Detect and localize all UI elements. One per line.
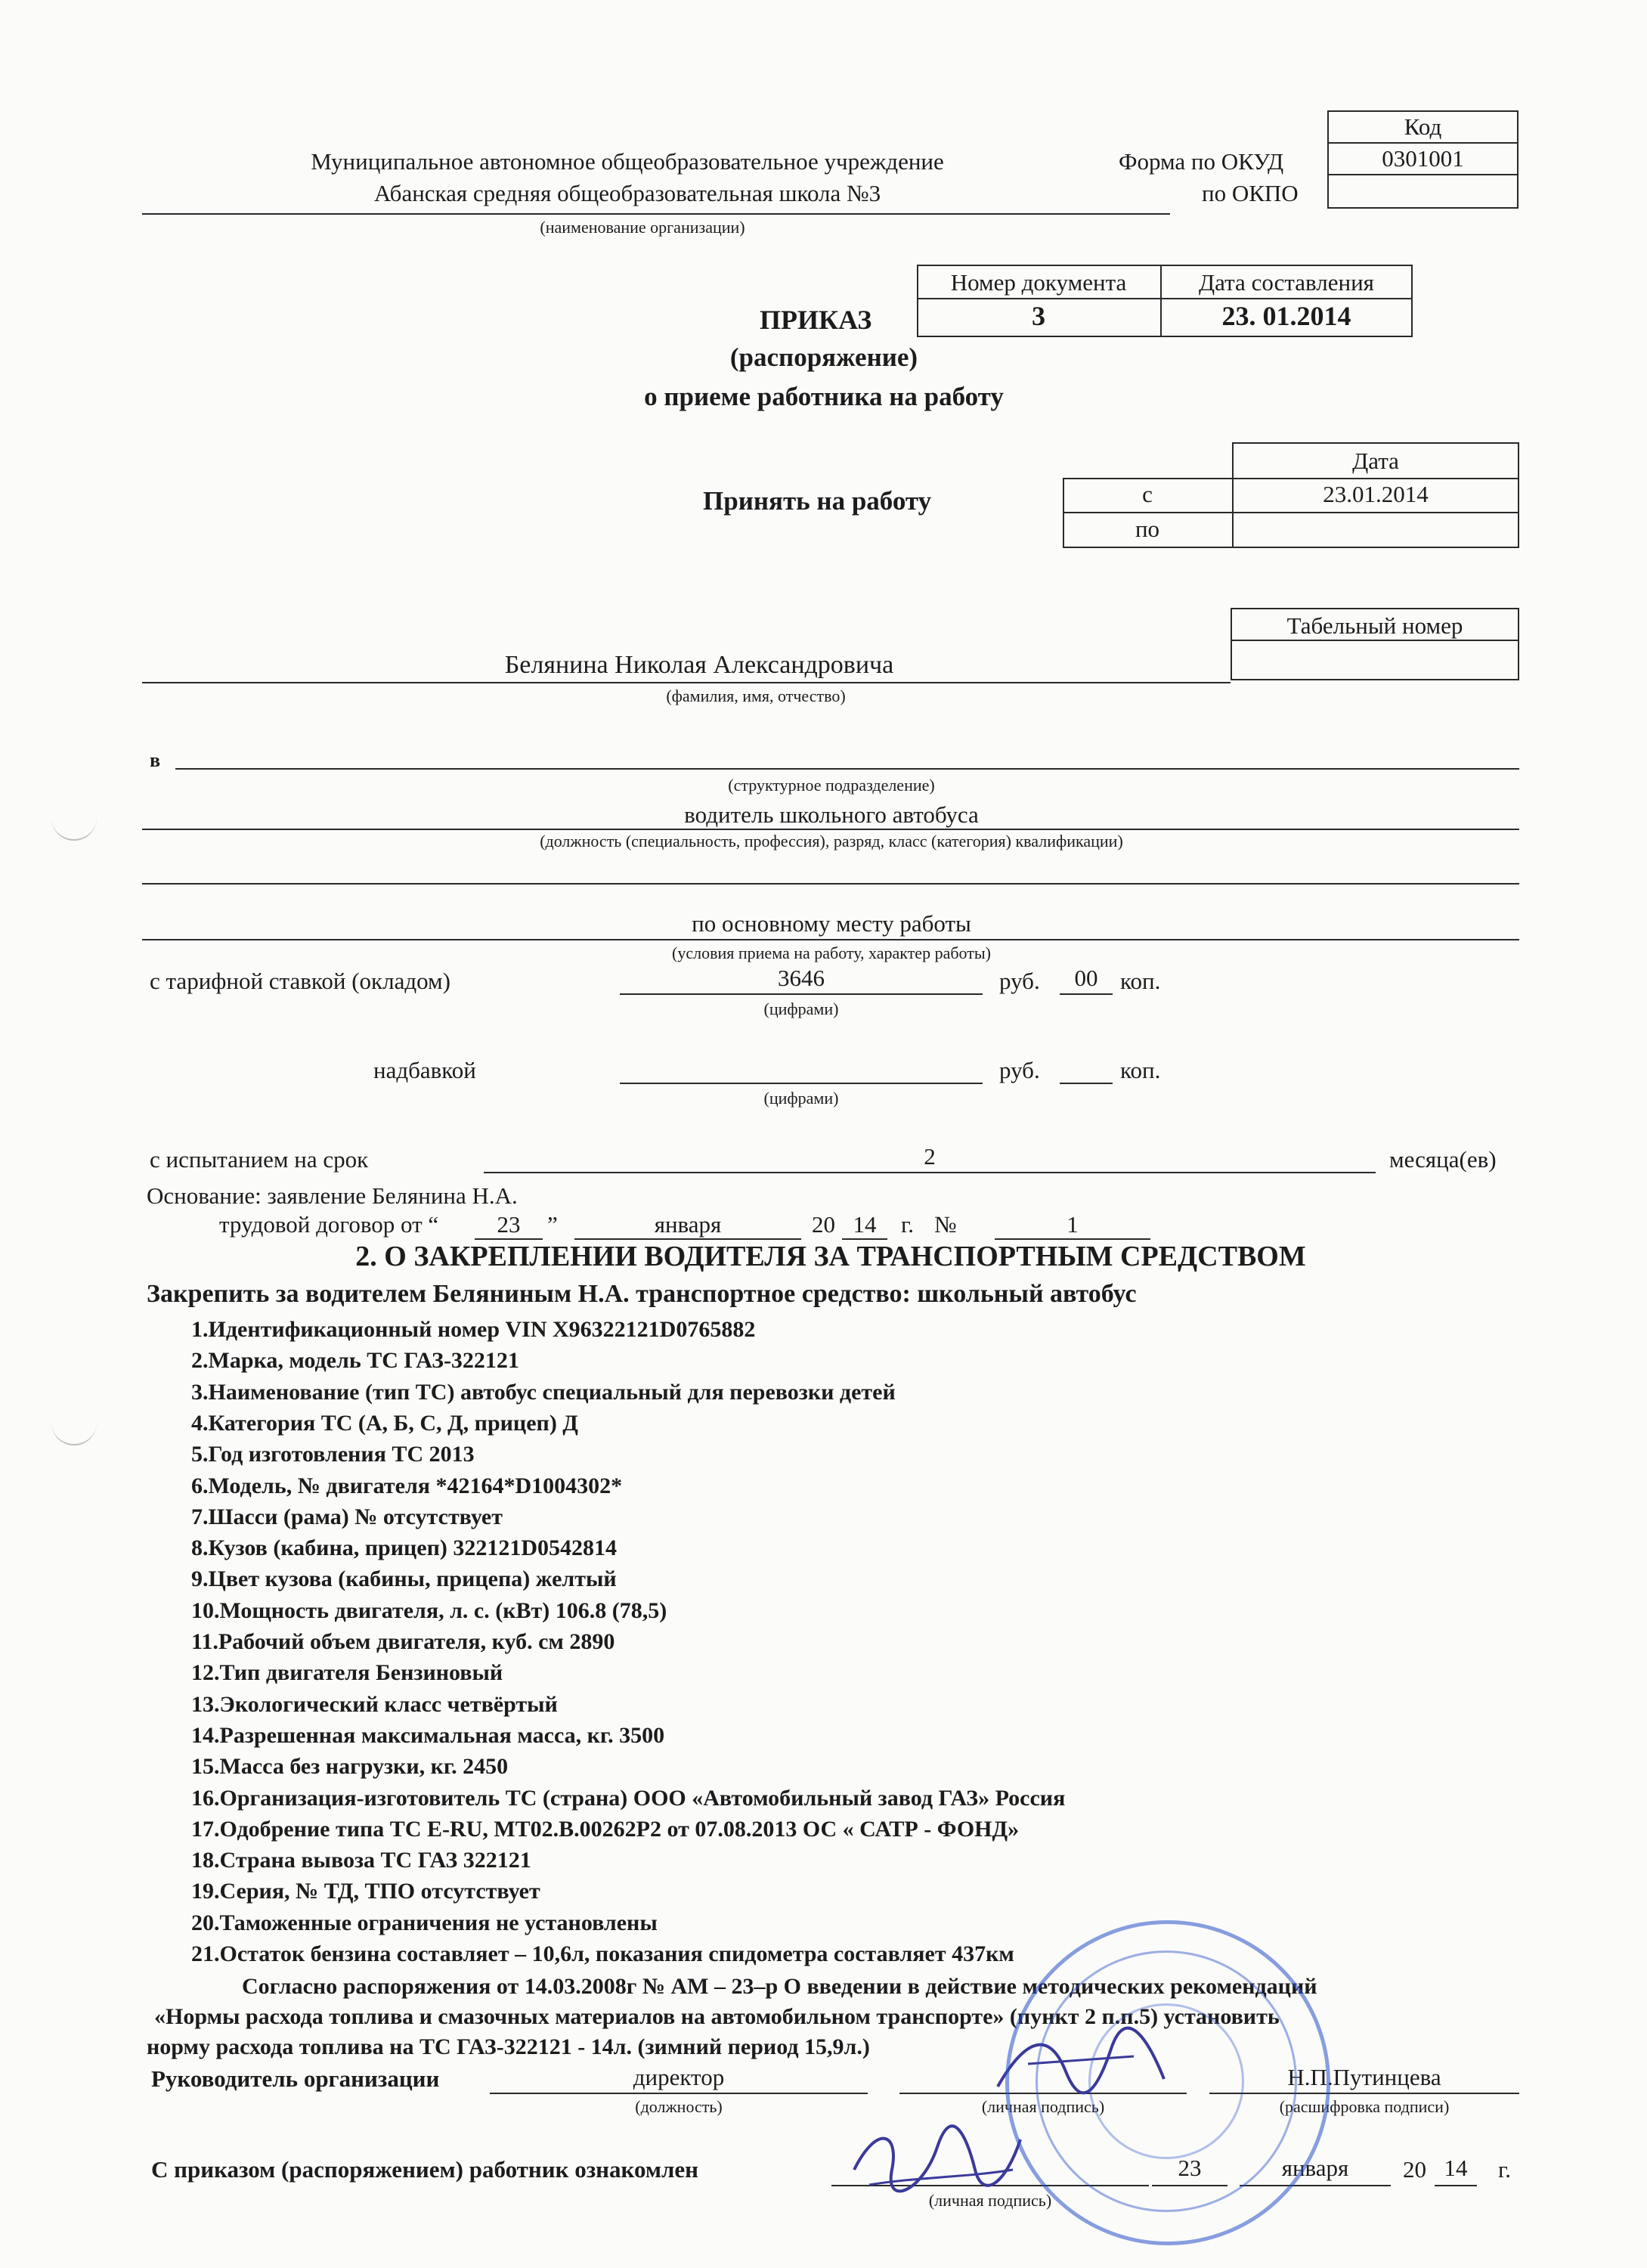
conditions-caption: (условия приема на работу, характер работы) <box>672 943 991 962</box>
org-caption: (наименование организации) <box>540 218 745 237</box>
bonus-label: надбавкой <box>373 1057 476 1083</box>
hire-box-divider <box>1063 512 1519 513</box>
punch-hole <box>51 1414 97 1445</box>
section2-intro: Закрепить за водителем Беляниным Н.А. транспортное средство: школьный автобус <box>147 1280 1137 1308</box>
doc-subject: о приеме работника на работу <box>644 382 1004 411</box>
probation-unit: месяца(ев) <box>1389 1146 1497 1173</box>
doc-date-label: Дата составления <box>1199 269 1374 296</box>
doc-subtitle: (распоряжение) <box>729 342 918 372</box>
doc-date: 23. 01.2014 <box>1221 301 1351 331</box>
bonus-kop-line <box>1060 1083 1113 1084</box>
hire-label: Принять на работу <box>703 486 932 516</box>
sign-caption: (личная подпись) <box>981 2097 1105 2116</box>
work-conditions: по основному месту работы <box>692 910 971 937</box>
bonus-kop-label: коп. <box>1120 1057 1161 1083</box>
code-box-divider <box>1327 174 1519 175</box>
vehicle-detail-item: 12.Тип двигателя Бензиновый <box>191 1660 503 1686</box>
conditions-line <box>142 939 1519 940</box>
employee-name-caption: (фамилия, имя, отчество) <box>666 686 846 705</box>
employee-signature <box>839 2117 1036 2208</box>
bonus-digits-caption: (цифрами) <box>763 1089 839 1108</box>
org-name-2: Абанская средняя общеобразовательная школа №3 <box>373 180 881 206</box>
position-caption: (должность (специальность, профессия), разряд, класс (категория) квалификации) <box>540 832 1123 850</box>
bonus-rub-label: руб. <box>999 1057 1040 1083</box>
vehicle-detail-item: 8.Кузов (кабина, прицеп) 322121D0542814 <box>191 1535 618 1561</box>
head-label: Руководитель организации <box>151 2065 440 2092</box>
rate-label: с тарифной ставкой (окладом) <box>150 968 450 994</box>
vehicle-detail-item: 10.Мощность двигателя, л. с. (кВт) 106.8 (78,5) <box>191 1597 667 1623</box>
decode-caption: (расшифровка подписи) <box>1279 2097 1450 2116</box>
kop-label: коп. <box>1120 968 1161 994</box>
rate-value: 3646 <box>778 965 825 991</box>
vehicle-detail-item: 6.Модель, № двигателя *42164*D1004302* <box>191 1473 623 1498</box>
org-line <box>142 213 1170 215</box>
vehicle-detail-item: 20.Таможенные ограничения не установлены <box>191 1910 658 1935</box>
probation-value: 2 <box>924 1143 936 1170</box>
vehicle-detail-item: 7.Шасси (рама) № отсутствует <box>191 1504 503 1529</box>
head-name: Н.П.Путинцева <box>1287 2064 1441 2090</box>
doc-box-divider <box>917 298 1413 299</box>
contract-month: января <box>654 1211 722 1238</box>
dept-caption: (структурное подразделение) <box>728 776 935 795</box>
vehicle-detail-item: 4.Категория ТС (А, Б, С, Д, прицеп) Д <box>191 1410 578 1436</box>
contract-number: 1 <box>1067 1211 1079 1238</box>
bonus-line <box>620 1083 983 1084</box>
hire-date-header: Дата <box>1352 448 1399 474</box>
ack-label: С приказом (распоряжением) работник ознакомлен <box>151 2156 699 2183</box>
vehicle-detail-item: 2.Марка, модель ТС ГАЗ-322121 <box>191 1348 519 1374</box>
org-name: Муниципальное автономное общеобразовательное учреждение <box>311 148 944 175</box>
contract-day: 23 <box>497 1211 521 1238</box>
vehicle-detail-item: 9.Цвет кузова (кабины, прицепа) желтый <box>191 1566 617 1592</box>
okpo-label: по ОКПО <box>1202 180 1299 206</box>
hire-from-label: с <box>1142 481 1153 507</box>
employee-name-line <box>142 682 1231 683</box>
contract-quote-close: ” <box>547 1211 558 1238</box>
doc-number-label: Номер документа <box>950 269 1127 296</box>
para-line1: Согласно распоряжения от 14.03.2008г № АМ – 23–р О введении в действие методических рекомендаций <box>242 1974 1317 1999</box>
section2-title: 2. О ЗАКРЕПЛЕНИИ ВОДИТЕЛЯ ЗА ТРАНСПОРТНЫМ СРЕДСТВОМ <box>355 1241 1306 1272</box>
ack-sign-caption: (личная подпись) <box>928 2191 1052 2210</box>
contract-label: трудовой договор от “ <box>219 1211 439 1238</box>
contract-year-prefix: 20 <box>812 1211 835 1238</box>
para-line3: норму расхода топлива на ТС ГАЗ-322121 - 14л. (зимний период 15,9л.) <box>147 2034 870 2059</box>
blank-line <box>142 883 1519 885</box>
vehicle-detail-item: 11.Рабочий объем двигателя, куб. см 2890 <box>191 1629 615 1654</box>
punch-hole <box>51 809 97 841</box>
ack-year: 14 <box>1444 2155 1468 2181</box>
vehicle-detail-item: 17.Одобрение типа ТС E-RU, МТ02.В.00262Р2 от 07.08.2013 ОС « САТР - ФОНД» <box>191 1816 1020 1842</box>
vehicle-detail-item: 14.Разрешенная максимальная масса, кг. 3500 <box>191 1722 665 1748</box>
employee-position: водитель школьного автобуса <box>684 801 979 828</box>
probation-label: с испытанием на срок <box>150 1146 369 1173</box>
contract-g: г. <box>901 1211 914 1238</box>
ack-day: 23 <box>1178 2155 1202 2181</box>
basis-line1: Основание: заявление Белянина Н.А. <box>147 1182 518 1209</box>
ack-year-prefix: 20 <box>1403 2156 1426 2183</box>
position-line <box>142 829 1519 830</box>
head-position-line <box>490 2093 868 2094</box>
head-position: директор <box>633 2064 725 2090</box>
vehicle-detail-item: 16.Организация-изготовитель ТС (страна) ООО «Автомобильный завод ГАЗ» Россия <box>191 1785 1066 1811</box>
hire-from-value: 23.01.2014 <box>1323 481 1429 507</box>
hire-to-label: по <box>1135 516 1160 542</box>
employee-name: Белянина Николая Александровича <box>504 651 894 679</box>
position-caption-sign: (должность) <box>635 2097 723 2116</box>
code-label: Код <box>1404 113 1442 140</box>
contract-no-label: № <box>934 1211 957 1238</box>
rate-line <box>620 993 983 995</box>
kop-line <box>1060 993 1113 995</box>
rub-label: руб. <box>999 968 1040 994</box>
vehicle-detail-item: 5.Год изготовления ТС 2013 <box>191 1442 475 1467</box>
vehicle-detail-item: 13.Экологический класс четвёртый <box>191 1691 558 1717</box>
vehicle-detail-item: 21.Остаток бензина составляет – 10,6л, показания спидометра составляет 437км <box>191 1941 1014 1966</box>
para-line2: «Нормы расхода топлива и смазочных материалов на автомобильном транспорте» (пункт 2 п.п.5) установить <box>154 2004 1280 2029</box>
doc-title: ПРИКАЗ <box>760 305 872 335</box>
kop-value: 00 <box>1074 965 1098 991</box>
dept-line <box>175 768 1519 770</box>
vehicle-detail-item: 18.Страна вывоза ТС ГАЗ 322121 <box>191 1848 531 1873</box>
probation-line <box>484 1172 1376 1173</box>
rate-digits-caption: (цифрами) <box>763 999 839 1018</box>
ack-year-line <box>1435 2185 1477 2186</box>
ack-g: г. <box>1498 2156 1511 2183</box>
official-stamp-emblem <box>1088 2003 1244 2159</box>
vehicle-detail-item: 19.Серия, № ТД, ТПО отсутствует <box>191 1879 540 1904</box>
okud-label: Форма по ОКУД <box>1119 148 1284 175</box>
in-label: в <box>150 749 161 771</box>
doc-number: 3 <box>1032 301 1045 331</box>
vehicle-detail-item: 1.Идентификационный номер VIN Х96322121D0765882 <box>191 1317 756 1342</box>
ack-month: января <box>1281 2155 1349 2181</box>
contract-year: 14 <box>853 1211 877 1238</box>
tab-number-label: Табельный номер <box>1286 612 1463 639</box>
vehicle-detail-item: 15.Масса без нагрузки, кг. 2450 <box>191 1754 509 1780</box>
okud-value: 0301001 <box>1382 145 1464 172</box>
vehicle-detail-item: 3.Наименование (тип ТС) автобус специальный для перевозки детей <box>191 1379 896 1405</box>
